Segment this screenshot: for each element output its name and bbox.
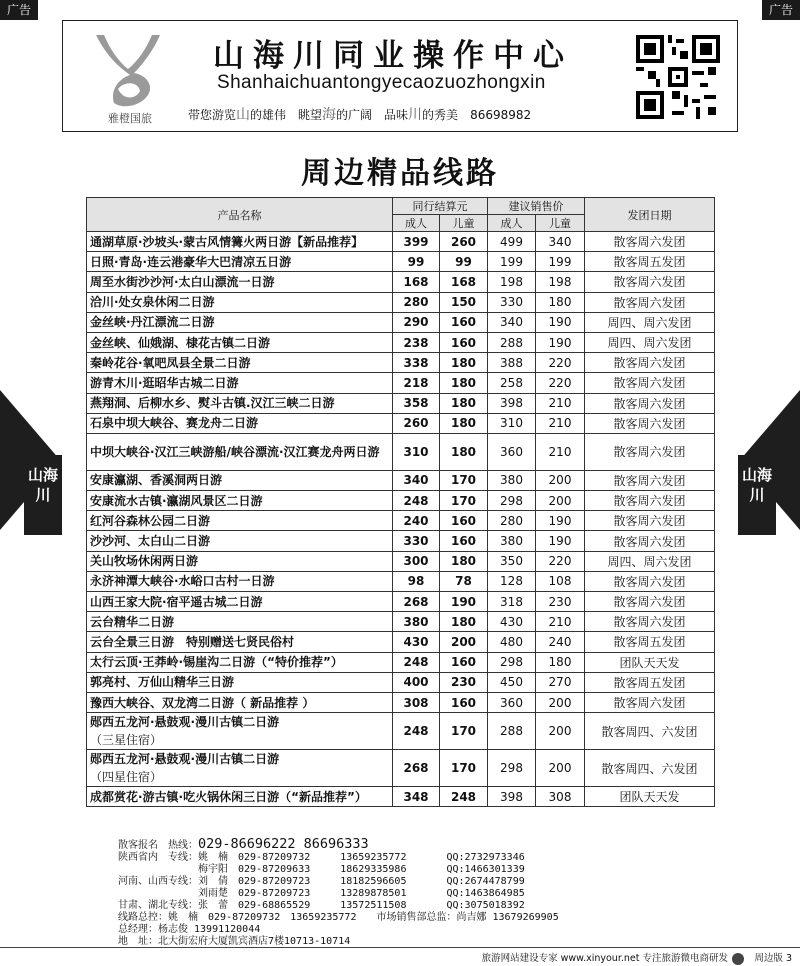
retail-child-price: 220: [536, 373, 585, 393]
page-title: 周边精品线路: [301, 156, 499, 191]
departure-dates: 周四、周六发团: [585, 332, 715, 352]
table-row: [87, 531, 715, 551]
retail-adult-price: 380: [488, 470, 536, 490]
trade-adult-price: 280: [393, 292, 440, 312]
trade-child-price: 168: [440, 272, 488, 292]
side-label-right: 山海川: [738, 455, 776, 535]
contact-line: 梅宇阳 029-87209633 18629335986 QQ:1466301339: [118, 864, 525, 875]
trade-adult-price: 330: [393, 531, 440, 551]
departure-dates: 散客周五发团: [585, 632, 715, 652]
departure-dates: 散客周六发团: [585, 413, 715, 433]
retail-child-price: 220: [536, 551, 585, 571]
trade-adult-price: 430: [393, 632, 440, 652]
qr-code-icon: [636, 35, 720, 119]
trade-child-price: 170: [440, 470, 488, 490]
retail-adult-price: 310: [488, 413, 536, 433]
trade-child-price: 180: [440, 393, 488, 413]
header-trade-price: 同行结算元: [393, 198, 488, 215]
header-retail-adult: 成人: [488, 215, 536, 232]
trade-adult-price: 400: [393, 672, 440, 692]
trade-adult-price: 310: [393, 433, 440, 470]
trade-child-price: 160: [440, 312, 488, 332]
route-name: 周至水街沙沙河·太白山漂流一日游: [87, 272, 393, 292]
retail-child-price: 240: [536, 632, 585, 652]
retail-child-price: 210: [536, 393, 585, 413]
departure-dates: 散客周六发团: [585, 692, 715, 712]
departure-dates: 散客周六发团: [585, 571, 715, 591]
slogan: 带您游览山的雄伟 眺望海的广阔 品味川的秀美 86698982: [188, 107, 532, 123]
retail-child-price: 190: [536, 332, 585, 352]
contact-line: 地 址：北大街宏府大厦凯宾酒店7楼10713-10714: [118, 936, 351, 947]
retail-adult-price: 360: [488, 692, 536, 712]
trade-child-price: 180: [440, 433, 488, 470]
trade-child-price: 200: [440, 632, 488, 652]
logo-caption: 雅橙国旅: [108, 112, 152, 125]
table-row: [87, 592, 715, 612]
trade-adult-price: 238: [393, 332, 440, 352]
trade-adult-price: 300: [393, 551, 440, 571]
table-row: [87, 750, 715, 787]
trade-child-price: 160: [440, 692, 488, 712]
route-name: 云台精华二日游: [87, 612, 393, 632]
retail-child-price: 180: [536, 652, 585, 672]
retail-adult-price: 199: [488, 252, 536, 272]
retail-child-price: 198: [536, 272, 585, 292]
trade-child-price: 180: [440, 353, 488, 373]
page-number: 周边版 3: [754, 953, 792, 964]
route-name: 红河谷森林公园二日游: [87, 511, 393, 531]
header-retail-price: 建议销售价: [488, 198, 585, 215]
table-row: [87, 292, 715, 312]
trade-child-price: 248: [440, 787, 488, 807]
retail-adult-price: 450: [488, 672, 536, 692]
trade-adult-price: 268: [393, 750, 440, 787]
retail-child-price: 190: [536, 312, 585, 332]
retail-adult-price: 298: [488, 652, 536, 672]
route-name: 郧西五龙河·悬鼓观·漫川古镇二日游 （四星住宿）: [87, 750, 393, 787]
table-row: [87, 511, 715, 531]
retail-child-price: 200: [536, 692, 585, 712]
route-name: 永济神潭大峡谷·水峪口古村一日游: [87, 571, 393, 591]
ad-label-right: 广告: [762, 0, 800, 20]
trade-adult-price: 98: [393, 571, 440, 591]
trade-adult-price: 248: [393, 713, 440, 750]
retail-adult-price: 499: [488, 232, 536, 252]
table-row: [87, 232, 715, 252]
side-label-left: 山海川: [24, 455, 62, 535]
company-title-pinyin: Shanhaichuantongyecaozuozhongxin: [217, 72, 546, 93]
retail-child-price: 210: [536, 433, 585, 470]
header-retail-child: 儿童: [536, 215, 585, 232]
trade-child-price: 170: [440, 750, 488, 787]
departure-dates: 周四、周六发团: [585, 312, 715, 332]
route-name: 石泉中坝大峡谷、赛龙舟二日游: [87, 413, 393, 433]
retail-adult-price: 128: [488, 571, 536, 591]
departure-dates: 散客周四、六发团: [585, 750, 715, 787]
route-name: 安康流水古镇·瀛湖风景区二日游: [87, 491, 393, 511]
retail-adult-price: 480: [488, 632, 536, 652]
table-row: [87, 612, 715, 632]
trade-adult-price: 260: [393, 413, 440, 433]
retail-child-price: 210: [536, 413, 585, 433]
company-title: 山海川同业操作中心: [213, 38, 573, 74]
retail-adult-price: 258: [488, 373, 536, 393]
header-name: 产品名称: [87, 198, 393, 232]
retail-child-price: 210: [536, 612, 585, 632]
retail-child-price: 340: [536, 232, 585, 252]
contact-line: 河南、山西专线：刘 倩 029-87209723 18182596605 QQ:2674478799: [118, 876, 525, 887]
trade-child-price: 260: [440, 232, 488, 252]
retail-child-price: 200: [536, 750, 585, 787]
table-row: [87, 692, 715, 712]
table-row: [87, 787, 715, 807]
contact-line: 甘肃、湖北专线：张 蕾 029-68865529 13572511508 QQ:3075018392: [118, 900, 525, 911]
retail-adult-price: 298: [488, 491, 536, 511]
route-name: 秦岭花谷·氧吧凤县全景二日游: [87, 353, 393, 373]
trade-child-price: 180: [440, 551, 488, 571]
departure-dates: 散客周五发团: [585, 252, 715, 272]
retail-adult-price: 288: [488, 713, 536, 750]
trade-adult-price: 168: [393, 272, 440, 292]
table-row: [87, 571, 715, 591]
trade-adult-price: 358: [393, 393, 440, 413]
hotline-number: 029-86696222 86696333: [198, 836, 369, 852]
departure-dates: 散客周六发团: [585, 531, 715, 551]
retail-adult-price: 198: [488, 272, 536, 292]
departure-dates: 散客周六发团: [585, 272, 715, 292]
retail-child-price: 190: [536, 531, 585, 551]
route-name: 金丝峡·丹江漂流二日游: [87, 312, 393, 332]
trade-adult-price: 290: [393, 312, 440, 332]
retail-adult-price: 340: [488, 312, 536, 332]
retail-child-price: 199: [536, 252, 585, 272]
retail-adult-price: 318: [488, 592, 536, 612]
header-box: [62, 20, 738, 132]
routes-table: [86, 197, 715, 807]
route-name: 关山牧场休闲两日游: [87, 551, 393, 571]
departure-dates: 团队天天发: [585, 652, 715, 672]
trade-child-price: 160: [440, 332, 488, 352]
retail-adult-price: 380: [488, 531, 536, 551]
retail-adult-price: 388: [488, 353, 536, 373]
route-name: 太行云顶·王莽岭·锡崖沟二日游（“特价推荐”）: [87, 652, 393, 672]
route-name: 安康瀛湖、香溪洞两日游: [87, 470, 393, 490]
trade-child-price: 99: [440, 252, 488, 272]
trade-adult-price: 348: [393, 787, 440, 807]
retail-child-price: 200: [536, 491, 585, 511]
contact-line: 线路总控：姚 楠 029-87209732 13659235772 市场销售部总监：尚吉娜 13679269905: [118, 912, 559, 923]
departure-dates: 散客周六发团: [585, 433, 715, 470]
table-row: [87, 252, 715, 272]
retail-child-price: 308: [536, 787, 585, 807]
retail-child-price: 200: [536, 470, 585, 490]
departure-dates: 周四、周六发团: [585, 551, 715, 571]
departure-dates: 散客周六发团: [585, 353, 715, 373]
trade-child-price: 230: [440, 672, 488, 692]
table-row: [87, 672, 715, 692]
route-name: 成都赏花·游古镇·吃火锅休闲三日游（“新品推荐”）: [87, 787, 393, 807]
table-row: [87, 652, 715, 672]
departure-dates: 散客周六发团: [585, 393, 715, 413]
table-row: [87, 332, 715, 352]
footer-divider: [0, 947, 800, 948]
header-trade-adult: 成人: [393, 215, 440, 232]
table-row: [87, 312, 715, 332]
trade-adult-price: 338: [393, 353, 440, 373]
trade-child-price: 170: [440, 713, 488, 750]
route-name-note: （三星住宿）: [90, 733, 163, 748]
contact-line: 总经理：杨志俊 13991120044: [118, 924, 261, 935]
table-row: [87, 713, 715, 750]
contact-info: [118, 838, 559, 948]
retail-child-price: 220: [536, 353, 585, 373]
departure-dates: 散客周六发团: [585, 592, 715, 612]
trade-child-price: 150: [440, 292, 488, 312]
route-name: 金丝峡、仙娥湖、棣花古镇二日游: [87, 332, 393, 352]
route-name-note: （四星住宿）: [90, 770, 163, 785]
trade-adult-price: 248: [393, 652, 440, 672]
trade-adult-price: 218: [393, 373, 440, 393]
table-row: [87, 373, 715, 393]
departure-dates: 散客周六发团: [585, 612, 715, 632]
departure-dates: 散客周六发团: [585, 373, 715, 393]
departure-dates: 散客周四、六发团: [585, 713, 715, 750]
route-name: 游青木川·逛昭华古城二日游: [87, 373, 393, 393]
retail-child-price: 230: [536, 592, 585, 612]
route-name: 洽川·处女泉休闲二日游: [87, 292, 393, 312]
departure-dates: 散客周六发团: [585, 511, 715, 531]
trade-child-price: 190: [440, 592, 488, 612]
retail-adult-price: 280: [488, 511, 536, 531]
retail-adult-price: 298: [488, 750, 536, 787]
trade-child-price: 170: [440, 491, 488, 511]
header-trade-child: 儿童: [440, 215, 488, 232]
table-row: [87, 632, 715, 652]
trade-adult-price: 380: [393, 612, 440, 632]
trade-adult-price: 240: [393, 511, 440, 531]
departure-dates: 散客周六发团: [585, 292, 715, 312]
contact-line: 陕西省内 专线：姚 楠 029-87209732 13659235772 QQ:2732973346: [118, 852, 525, 863]
trade-child-price: 180: [440, 373, 488, 393]
trade-child-price: 160: [440, 531, 488, 551]
retail-adult-price: 330: [488, 292, 536, 312]
trade-adult-price: 268: [393, 592, 440, 612]
route-name: 中坝大峡谷·汉江三峡游船/峡谷漂流·汉江赛龙舟两日游: [87, 433, 393, 470]
departure-dates: 散客周六发团: [585, 232, 715, 252]
departure-dates: 散客周五发团: [585, 672, 715, 692]
trade-child-price: 160: [440, 652, 488, 672]
header-dates: 发团日期: [585, 198, 715, 232]
route-name: 日照·青岛·连云港豪华大巴清凉五日游: [87, 252, 393, 272]
route-name: 燕翔洞、后柳水乡、熨斗古镇.汉江三峡二日游: [87, 393, 393, 413]
table-row: [87, 433, 715, 470]
departure-dates: 散客周六发团: [585, 491, 715, 511]
trade-adult-price: 308: [393, 692, 440, 712]
retail-adult-price: 360: [488, 433, 536, 470]
retail-adult-price: 430: [488, 612, 536, 632]
retail-adult-price: 398: [488, 787, 536, 807]
hotline-label: 散客报名 热线：: [118, 840, 198, 851]
table-row: [87, 353, 715, 373]
route-name: 沙沙河、太白山二日游: [87, 531, 393, 551]
table-row: [87, 551, 715, 571]
routes-table-body: [87, 232, 715, 807]
contact-line: 刘雨楚 029-87209723 13289878501 QQ:1463864985: [118, 888, 525, 899]
footer-text: 旅游网站建设专家 www.xinyour.net 专注旅游微电商研发: [482, 950, 748, 965]
retail-child-price: 108: [536, 571, 585, 591]
route-name: 豫西大峡谷、双龙湾二日游（ 新品推荐 ）: [87, 692, 393, 712]
route-name: 云台全景三日游 特别赠送七贤民俗村: [87, 632, 393, 652]
departure-dates: 散客周六发团: [585, 470, 715, 490]
route-name: 山西王家大院·宿平遥古城二日游: [87, 592, 393, 612]
route-name: 通湖草原·沙坡头·蒙古风情篝火两日游【新品推荐】: [87, 232, 393, 252]
trade-adult-price: 99: [393, 252, 440, 272]
retail-adult-price: 398: [488, 393, 536, 413]
table-row: [87, 470, 715, 490]
table-row: [87, 272, 715, 292]
retail-child-price: 180: [536, 292, 585, 312]
ad-label-left: 广告: [0, 0, 38, 20]
table-row: [87, 413, 715, 433]
retail-adult-price: 350: [488, 551, 536, 571]
trade-child-price: 78: [440, 571, 488, 591]
trade-adult-price: 399: [393, 232, 440, 252]
trade-adult-price: 340: [393, 470, 440, 490]
departure-dates: 团队天天发: [585, 787, 715, 807]
footer-badge-icon: [732, 953, 744, 965]
trade-child-price: 180: [440, 413, 488, 433]
logo-icon: [88, 29, 168, 111]
retail-child-price: 190: [536, 511, 585, 531]
retail-adult-price: 288: [488, 332, 536, 352]
route-name: 郭亮村、万仙山精华三日游: [87, 672, 393, 692]
retail-child-price: 270: [536, 672, 585, 692]
slogan-phone: 86698982: [470, 108, 532, 122]
route-name: 郧西五龙河·悬鼓观·漫川古镇二日游 （三星住宿）: [87, 713, 393, 750]
trade-adult-price: 248: [393, 491, 440, 511]
trade-child-price: 180: [440, 612, 488, 632]
retail-child-price: 200: [536, 713, 585, 750]
table-row: [87, 491, 715, 511]
table-row: [87, 393, 715, 413]
trade-child-price: 160: [440, 511, 488, 531]
